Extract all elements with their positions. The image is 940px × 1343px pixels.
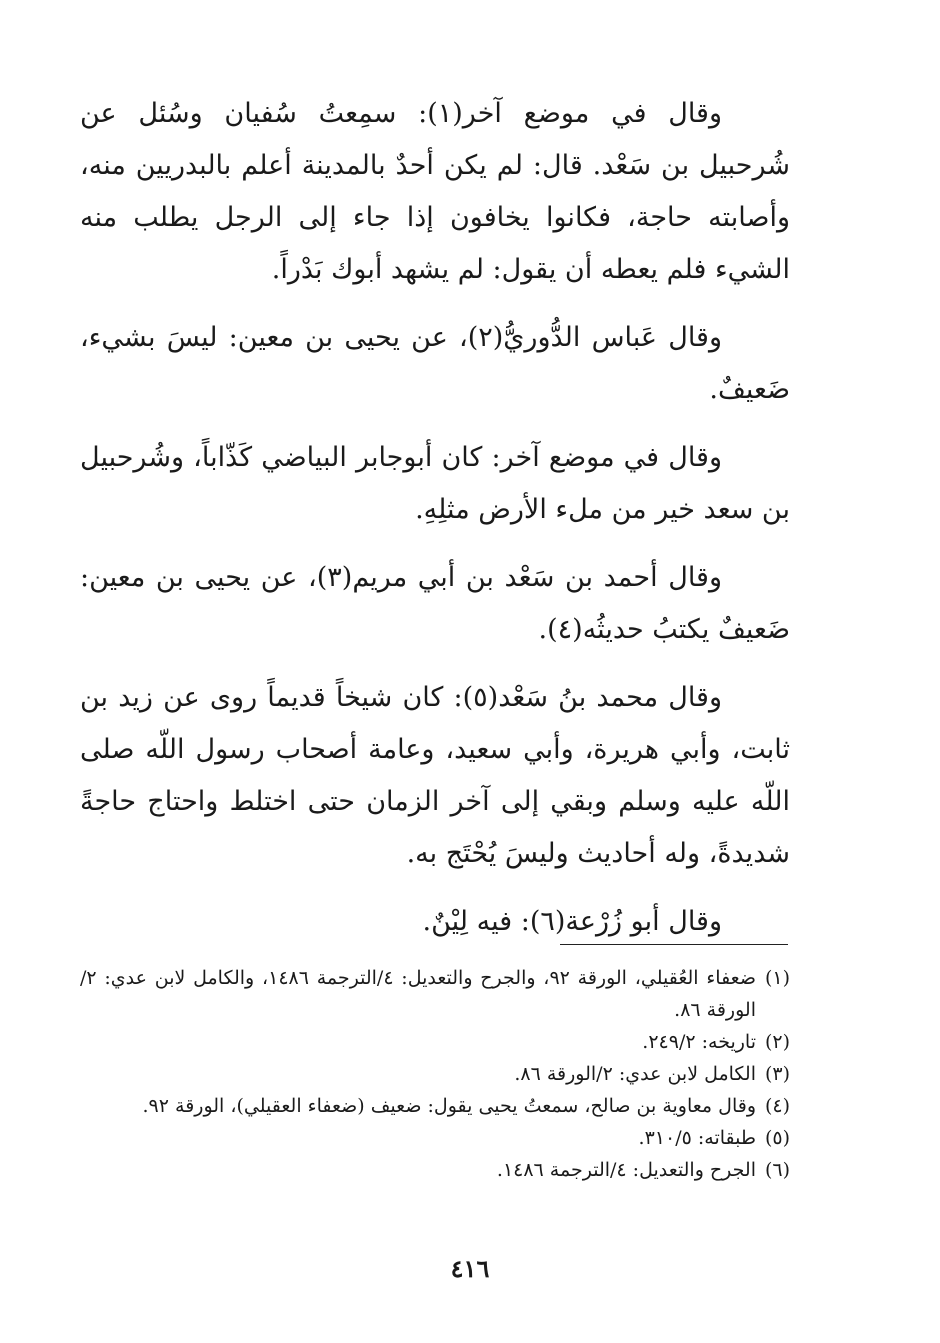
footnotes bbox=[80, 962, 790, 1186]
footnote-number: (٤) bbox=[764, 1095, 790, 1117]
footnote-2 bbox=[80, 1026, 790, 1058]
footnote-number: (٣) bbox=[764, 1063, 790, 1085]
footnote-1 bbox=[80, 962, 790, 1026]
footnote-text: طبقاته: ٣١٠/٥. bbox=[638, 1127, 756, 1149]
page-number: ٤١٦ bbox=[450, 1254, 490, 1283]
footnote-text: الجرح والتعديل: ٤/الترجمة ١٤٨٦. bbox=[496, 1159, 756, 1181]
footnote-text: الكامل لابن عدي: ٢/الورقة ٨٦. bbox=[514, 1063, 756, 1085]
paragraph-6: وقال أبو زُرْعة(٦): فيه لِيْنٌ. bbox=[422, 906, 722, 937]
footnote-number: (٦) bbox=[764, 1159, 790, 1181]
footnote-number: (١) bbox=[764, 967, 790, 989]
paragraph-1: وقال في موضع آخر(١): سمِعتُ سُفيان وسُئل عن شُرحبيل بن سَعْد. قال: لم يكن أحدٌ بالمدينة أعلم بالبدريين منه، وأصابته حاجة، فكانوا يخافون إذا جاء إلى الرجل يطلب منه الشيء فلم يعطه أن يقول: لم يشهد أبوك بَدْراً. bbox=[80, 98, 790, 285]
paragraph-4: وقال أحمد بن سَعْد بن أبي مريم(٣)، عن يحيى بن معين: ضَعيفٌ يكتبُ حديثُه(٤). bbox=[80, 562, 790, 645]
footnote-number: (٥) bbox=[764, 1127, 790, 1149]
footnote-4 bbox=[80, 1090, 790, 1122]
paragraph-2: وقال عَباس الدُّوريُّ(٢)، عن يحيى بن معين: ليسَ بشيء، ضَعيفٌ. bbox=[80, 322, 790, 405]
footnote-5 bbox=[80, 1122, 790, 1154]
paragraph-3: وقال في موضع آخر: كان أبوجابر البياضي كَذّاباً، وشُرحبيل بن سعد خير من ملء الأرض مثلِهِ. bbox=[80, 442, 790, 525]
footnote-text: ضعفاء العُقيلي، الورقة ٩٢، والجرح والتعديل: ٤/الترجمة ١٤٨٦، والكامل لابن عدي: ٢/الورقة ٨٦. bbox=[80, 967, 756, 1021]
footnote-separator bbox=[560, 944, 788, 945]
footnote-text: وقال معاوية بن صالح، سمعتُ يحيى يقول: ضعيف (ضعفاء العقيلي)، الورقة ٩٢. bbox=[142, 1095, 756, 1117]
main-text bbox=[80, 88, 790, 964]
footnote-number: (٢) bbox=[764, 1031, 790, 1053]
footnote-text: تاريخه: ٢٤٩/٢. bbox=[642, 1031, 756, 1053]
footnote-3 bbox=[80, 1058, 790, 1090]
footnote-6 bbox=[80, 1154, 790, 1186]
paragraph-5: وقال محمد بنُ سَعْد(٥): كان شيخاً قديماً روى عن زيد بن ثابت، وأبي هريرة، وأبي سعيد، وعامة أصحاب رسول اللّه صلى اللّه عليه وسلم وبقي إلى آخر الزمان حتى اختلط واحتاج حاجةً شديدةً، وله أحاديث وليسَ يُحْتَج به. bbox=[80, 682, 790, 869]
